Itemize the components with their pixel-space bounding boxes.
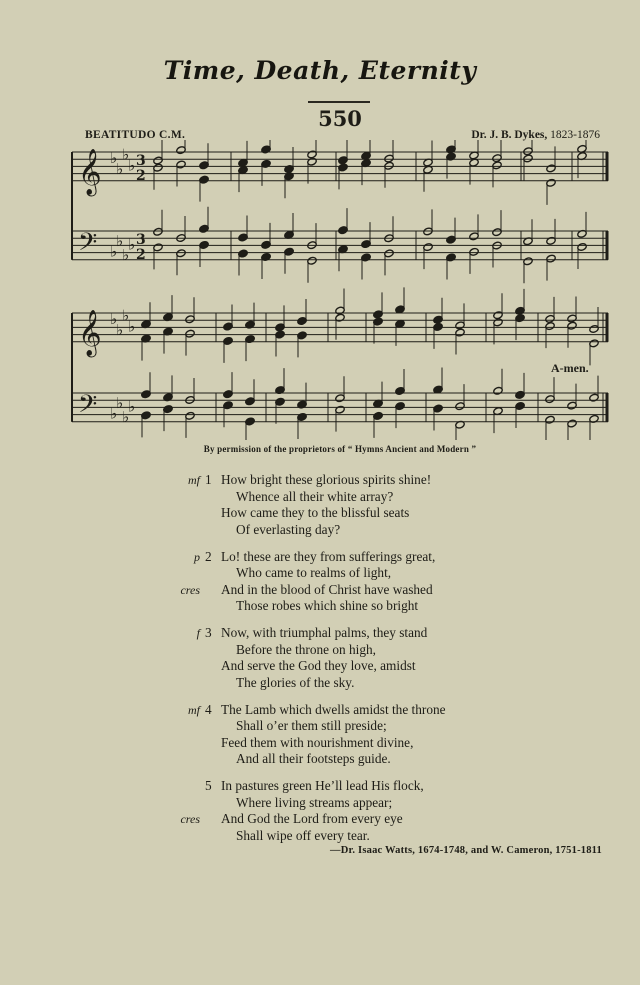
stanza-line: How bright these glorious spirits shine! <box>221 472 432 487</box>
stanza-line: Where living streams appear; <box>236 794 393 810</box>
flat-sign-icon: ♭ <box>128 235 136 254</box>
page-title: Time, Death, Eternity <box>163 56 477 85</box>
flat-sign-icon: ♭ <box>122 145 130 164</box>
stanza-line: And serve the God they love, amidst <box>221 658 416 673</box>
treble-clef-icon: 𝄞 <box>78 310 102 356</box>
time-signature-top: 3 <box>136 153 146 169</box>
stanza-line: Before the throne on high, <box>236 641 376 657</box>
stanza-line: In pastures green He’ll lead His flock, <box>221 778 424 793</box>
time-signature-bottom: 2 <box>136 168 146 184</box>
dynamic-marking: mf <box>188 702 200 717</box>
stanza-line: How came they to the blissful seats <box>221 505 410 520</box>
stanza-line: The Lamb which dwells amidst the throne <box>221 701 446 717</box>
stanza-line: Now, with triumphal palms, they stand <box>221 625 428 640</box>
stanza-line: Shall wipe off every tear. <box>236 827 370 843</box>
flat-sign-icon: ♭ <box>122 408 130 427</box>
dynamic-marking: f <box>196 626 200 640</box>
stanza-line: The glories of the sky. <box>236 674 355 690</box>
attribution: —Dr. Isaac Watts, 1674-1748, and W. Cameron, 1751-1811 <box>330 845 602 856</box>
stanza-line: Those robes which shine so bright <box>236 598 419 613</box>
crescendo-marking: cres <box>180 812 200 826</box>
crescendo-marking: cres <box>180 582 200 597</box>
treble-clef-icon: 𝄞 <box>78 149 102 195</box>
composer-dates: 1823-1876 <box>550 129 600 141</box>
stanza-line: Shall o’er them still preside; <box>236 718 387 733</box>
flat-sign-icon: ♭ <box>128 156 136 175</box>
composer-name: Dr. J. B. Dykes, <box>471 129 548 141</box>
stanza-number: 4 <box>205 701 212 717</box>
hymn-number: 550 <box>318 106 362 131</box>
dynamic-marking: p <box>194 549 200 564</box>
bass-clef-icon: 𝄢 <box>78 390 98 425</box>
stanza-line: Lo! these are they from sufferings great, <box>221 548 436 564</box>
stanza-number: 2 <box>205 548 212 564</box>
flat-sign-icon: ♭ <box>110 310 118 329</box>
flat-sign-icon: ♭ <box>116 393 124 412</box>
flat-sign-icon: ♭ <box>128 397 136 416</box>
bass-clef-icon: 𝄢 <box>78 228 98 263</box>
flat-sign-icon: ♭ <box>128 317 136 336</box>
stanza-line: And in the blood of Christ have washed <box>221 581 433 597</box>
flat-sign-icon: ♭ <box>116 231 124 250</box>
flat-sign-icon: ♭ <box>122 246 130 265</box>
stanza-line: And God the Lord from every eye <box>221 811 403 826</box>
flat-sign-icon: ♭ <box>110 149 118 168</box>
flat-sign-icon: ♭ <box>110 404 118 423</box>
time-signature-top: 3 <box>136 232 146 248</box>
stanza-line: And all their footsteps guide. <box>236 751 391 766</box>
flat-sign-icon: ♭ <box>116 321 124 339</box>
permission-note: By permission of the proprietors of “ Hymns Ancient and Modern ” <box>203 444 477 454</box>
dynamic-marking: mf <box>188 473 200 487</box>
music-score <box>66 140 614 440</box>
stanza-number: 1 <box>205 472 212 487</box>
tune-name: BEATITUDO C.M. <box>85 129 186 141</box>
stanza-number: 3 <box>205 625 212 640</box>
stanza-line: Who came to realms of light, <box>236 565 392 580</box>
flat-sign-icon: ♭ <box>122 306 130 325</box>
stanza-line: Of everlasting day? <box>236 521 341 537</box>
flat-sign-icon: ♭ <box>116 160 124 178</box>
stanza-line: Feed them with nourishment divine, <box>221 734 414 750</box>
stanza-number: 5 <box>205 778 212 793</box>
amen-text: A-men. <box>551 361 589 375</box>
flat-sign-icon: ♭ <box>110 242 118 261</box>
time-signature-bottom: 2 <box>136 247 146 263</box>
stanza-line: Whence all their white array? <box>236 488 394 504</box>
title-rule <box>308 101 370 103</box>
